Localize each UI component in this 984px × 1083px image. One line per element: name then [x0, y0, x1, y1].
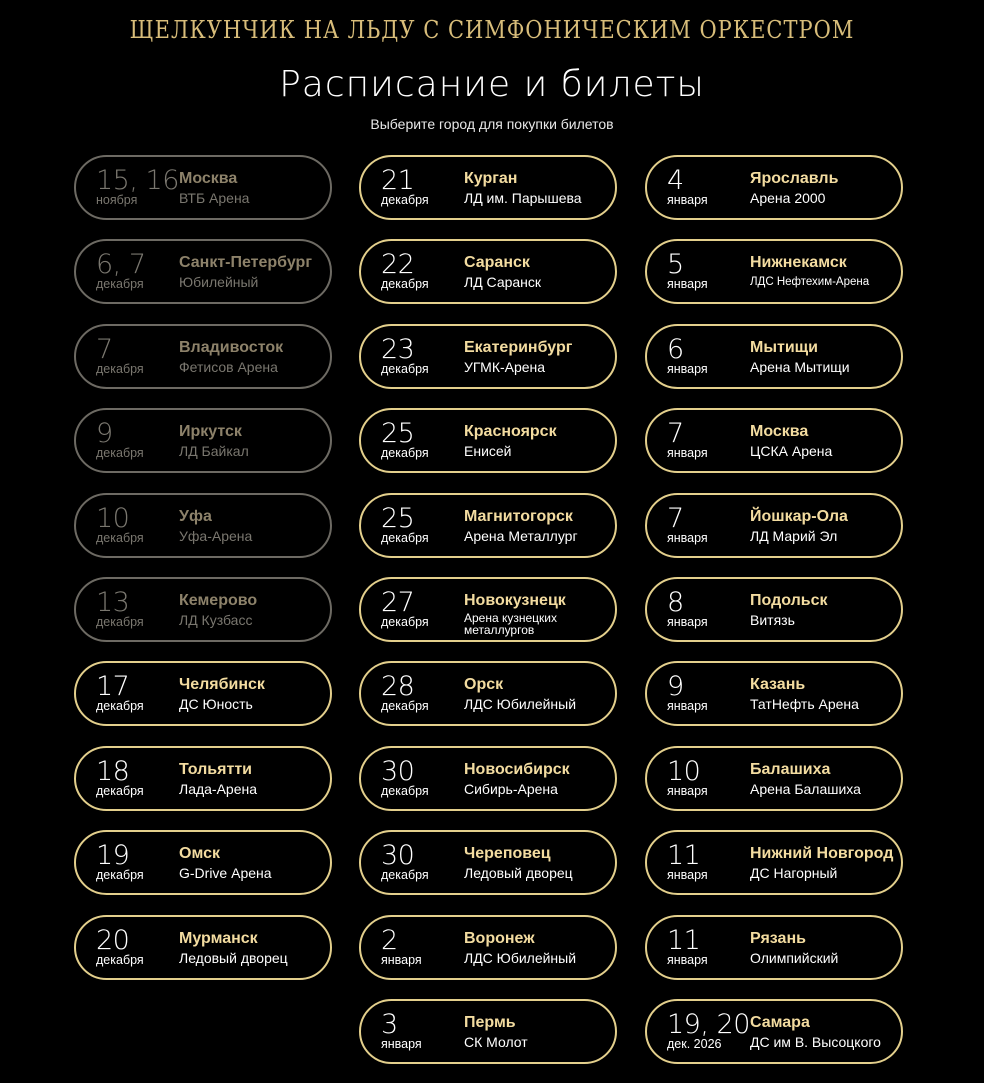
event-city: Воронеж	[464, 929, 535, 947]
event-date-day: 6, 7	[96, 249, 146, 281]
event-city: Магнитогорск	[464, 507, 573, 525]
event-card[interactable]	[645, 830, 903, 895]
event-venue: Арена 2000	[750, 190, 826, 206]
event-card[interactable]	[74, 746, 332, 811]
event-date-day: 18	[96, 755, 130, 787]
schedule-column-1	[74, 155, 332, 999]
event-date-day: 7	[667, 502, 684, 534]
event-city: Йошкар-Ола	[750, 507, 848, 525]
event-venue: Арена Балашиха	[750, 780, 861, 797]
event-city: Саранск	[464, 254, 530, 272]
event-date-day: 30	[381, 840, 415, 872]
event-venue: ВТБ Арена	[179, 190, 250, 206]
event-date-month: декабря	[96, 868, 144, 883]
event-date-day: 6	[667, 333, 684, 365]
event-date-month: декабря	[381, 361, 429, 376]
event-date-day: 5	[667, 249, 684, 281]
event-card[interactable]	[359, 746, 617, 811]
event-city: Новокузнецк	[464, 591, 566, 609]
event-city: Москва	[750, 423, 809, 441]
event-date-day: 4	[667, 165, 684, 196]
event-venue: G-Drive Арена	[179, 865, 272, 882]
event-date-month: января	[667, 783, 708, 798]
event-card[interactable]	[359, 493, 617, 558]
event-date-day: 19, 20	[667, 1008, 750, 1040]
event-date-day: 8	[667, 586, 684, 618]
event-venue: Ледовый дворец	[464, 865, 573, 882]
event-card[interactable]	[359, 661, 617, 726]
event-city: Москва	[179, 170, 238, 187]
event-venue: ЛДС Нефтехим-Арена	[750, 276, 870, 289]
event-venue: Юбилейный	[179, 274, 259, 291]
event-card[interactable]	[645, 239, 903, 304]
event-city: Курган	[464, 170, 518, 187]
event-card[interactable]	[645, 408, 903, 473]
show-title: ЩЕЛКУНЧИК НА ЛЬДУ С СИМФОНИЧЕСКИМ ОРКЕСТРОМ	[129, 16, 855, 44]
schedule-column-3	[645, 155, 903, 1083]
event-city: Омск	[179, 845, 220, 863]
event-date-month: января	[667, 277, 708, 292]
event-venue: Арена Металлург	[464, 527, 578, 544]
event-date-day: 19	[96, 840, 130, 872]
event-date-month: января	[667, 614, 708, 629]
event-date-month: декабря	[381, 193, 429, 207]
event-venue: Арена Мытищи	[750, 358, 850, 375]
event-date-day: 7	[667, 418, 684, 450]
event-venue: Витязь	[750, 611, 795, 628]
event-venue: УГМК-Арена	[464, 358, 546, 375]
event-date-month: января	[667, 868, 708, 883]
event-date-month: декабря	[96, 952, 144, 967]
event-city: Ярославль	[750, 170, 839, 187]
event-city: Санкт-Петербург	[179, 254, 312, 272]
event-card[interactable]	[645, 661, 903, 726]
event-date-day: 2	[381, 924, 398, 956]
event-date-month: января	[381, 1036, 422, 1051]
event-date-month: декабря	[381, 614, 429, 629]
page-title: Расписание и билеты	[279, 64, 705, 105]
event-date-month: ноября	[96, 193, 138, 207]
event-card[interactable]	[74, 661, 332, 726]
event-card[interactable]	[359, 239, 617, 304]
event-date-month: декабря	[96, 361, 144, 376]
event-city: Мытищи	[750, 338, 818, 356]
event-city: Череповец	[464, 845, 551, 863]
event-city: Екатеринбург	[464, 338, 573, 356]
event-city: Красноярск	[464, 423, 557, 441]
event-date-month: декабря	[96, 699, 144, 714]
event-date-day: 9	[667, 671, 684, 703]
event-date-month: января	[667, 361, 708, 376]
event-date-day: 3	[381, 1008, 398, 1040]
event-city: Рязань	[750, 929, 806, 947]
event-date-month: декабря	[381, 699, 429, 714]
event-city: Челябинск	[179, 676, 265, 694]
event-date-month: декабря	[96, 446, 144, 461]
event-card[interactable]	[359, 830, 617, 895]
event-city: Уфа	[179, 507, 212, 525]
event-city: Балашиха	[750, 760, 831, 778]
event-card[interactable]	[645, 155, 903, 220]
event-date-month: декабря	[381, 277, 429, 292]
event-date-day: 13	[96, 586, 130, 618]
event-city: Новосибирск	[464, 760, 570, 778]
event-date-day: 23	[381, 333, 415, 365]
event-card[interactable]	[645, 915, 903, 980]
event-city: Мурманск	[179, 929, 258, 947]
event-venue: ЛД Марий Эл	[750, 527, 838, 544]
event-venue: ЛД Кузбасс	[179, 611, 253, 628]
event-city: Нижний Новгород	[750, 845, 894, 863]
event-date-day: 28	[381, 671, 415, 703]
event-date-day: 11	[667, 840, 701, 872]
event-date-day: 10	[96, 502, 130, 534]
event-city: Подольск	[750, 591, 828, 609]
event-date-day: 11	[667, 924, 701, 956]
event-date-day: 22	[381, 249, 415, 281]
event-date-day: 30	[381, 755, 415, 787]
event-city: Владивосток	[179, 338, 284, 356]
event-date-month: января	[667, 530, 708, 545]
event-date-month: декабря	[381, 446, 429, 461]
event-card[interactable]	[645, 324, 903, 389]
event-city: Орск	[464, 676, 504, 694]
event-venue: ДС им В. Высоцкого	[750, 1033, 881, 1050]
event-card[interactable]	[74, 408, 332, 473]
event-card[interactable]	[359, 577, 617, 642]
event-venue: ТатНефть Арена	[750, 696, 859, 713]
event-venue: Арена кузнецких металлургов	[464, 610, 557, 637]
event-date-day: 21	[381, 165, 415, 196]
event-date-day: 27	[381, 586, 415, 618]
event-venue: ДС Нагорный	[750, 865, 838, 882]
event-card[interactable]	[645, 999, 903, 1064]
event-card[interactable]	[359, 324, 617, 389]
event-city: Казань	[750, 676, 806, 694]
event-date-day: 9	[96, 418, 113, 450]
event-date-month: дек. 2026	[667, 1036, 722, 1051]
event-city: Самара	[750, 1013, 810, 1031]
event-venue: ЛД им. Парышева	[464, 190, 582, 206]
event-venue: ДС Юность	[179, 696, 253, 713]
event-card[interactable]	[645, 577, 903, 642]
event-card[interactable]	[645, 746, 903, 811]
event-city: Кемерово	[179, 591, 258, 609]
event-date-month: декабря	[381, 530, 429, 545]
event-venue: ЦСКА Арена	[750, 443, 833, 460]
event-venue: Олимпийский	[750, 949, 839, 966]
event-card[interactable]	[74, 239, 332, 304]
event-date-day: 20	[96, 924, 130, 956]
event-venue: Фетисов Арена	[179, 358, 278, 375]
event-venue: ЛДС Юбилейный	[464, 696, 577, 713]
event-card[interactable]	[74, 493, 332, 558]
event-date-month: января	[381, 952, 422, 967]
event-venue: ЛДС Юбилейный	[464, 949, 577, 966]
schedule-column-2	[359, 155, 617, 1083]
event-city: Пермь	[464, 1013, 516, 1031]
event-card[interactable]	[74, 915, 332, 980]
event-card[interactable]	[74, 830, 332, 895]
event-card[interactable]	[359, 999, 617, 1064]
event-venue: СК Молот	[464, 1033, 528, 1050]
event-city: Иркутск	[179, 423, 242, 441]
event-date-day: 25	[381, 502, 415, 534]
event-date-day: 25	[381, 418, 415, 450]
event-date-month: декабря	[96, 614, 144, 629]
event-card[interactable]	[359, 915, 617, 980]
event-date-day: 17	[96, 671, 130, 703]
event-date-month: декабря	[96, 530, 144, 545]
event-venue: Ледовый дворец	[179, 949, 288, 966]
event-venue: ЛД Байкал	[179, 443, 249, 460]
event-date-day: 15, 16	[96, 165, 179, 196]
event-date-month: января	[667, 952, 708, 967]
event-venue: Енисей	[464, 443, 512, 460]
event-card[interactable]	[74, 324, 332, 389]
event-date-month: декабря	[381, 868, 429, 883]
event-venue: Лада-Арена	[179, 780, 258, 797]
event-date-month: декабря	[96, 783, 144, 798]
event-date-month: декабря	[96, 277, 144, 292]
page-subtitle: Выберите город для покупки билетов	[370, 116, 614, 132]
event-date-month: января	[667, 699, 708, 714]
event-venue: Уфа-Арена	[179, 527, 253, 544]
event-city: Нижнекамск	[750, 254, 847, 272]
event-card[interactable]	[74, 577, 332, 642]
event-date-month: декабря	[381, 783, 429, 798]
event-card[interactable]	[359, 408, 617, 473]
event-card[interactable]	[74, 155, 332, 220]
event-city: Тольятти	[179, 760, 252, 778]
event-venue: Сибирь-Арена	[464, 780, 558, 797]
event-date-day: 10	[667, 755, 701, 787]
event-date-month: января	[667, 446, 708, 461]
event-card[interactable]	[645, 493, 903, 558]
event-card[interactable]	[359, 155, 617, 220]
event-venue: ЛД Саранск	[464, 274, 542, 291]
event-date-day: 7	[96, 333, 113, 365]
event-date-month: января	[667, 193, 708, 207]
